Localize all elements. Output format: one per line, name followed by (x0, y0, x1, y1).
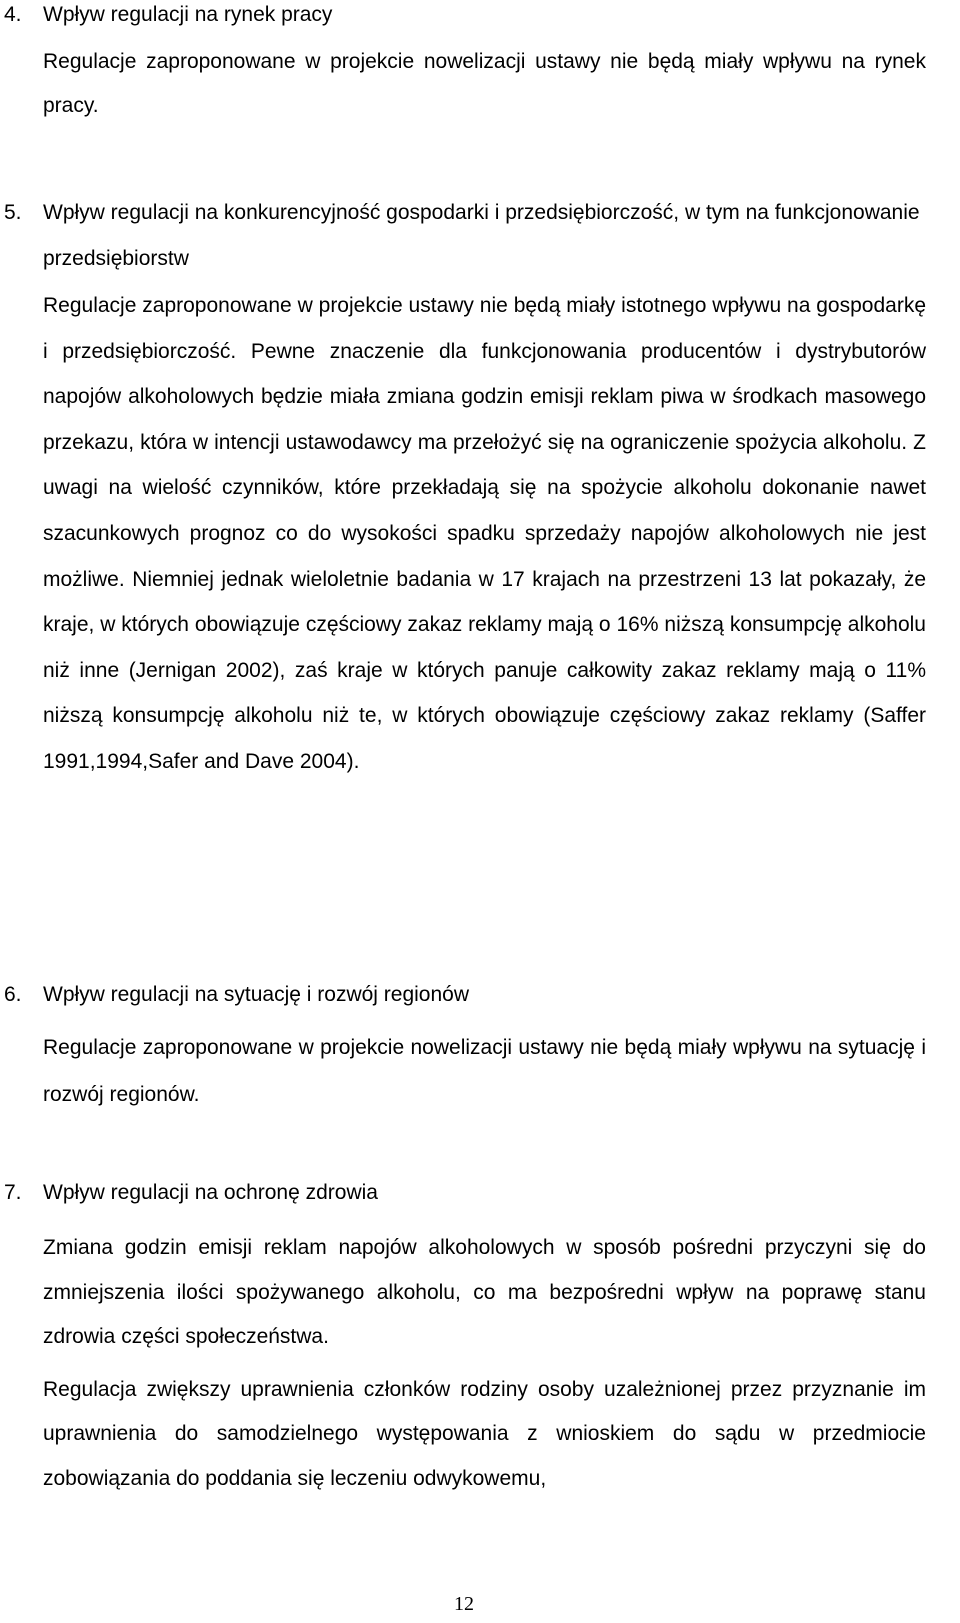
section-4-number: 4. (4, 3, 22, 26)
section-7-heading (0, 1178, 960, 1218)
section-5 (0, 190, 960, 785)
section-6-paragraph: Regulacje zaproponowane w projekcie nowelizacji ustawy nie będą miały wpływu na sytuację i rozwój regionów. (43, 1036, 926, 1106)
section-6 (0, 980, 960, 1118)
section-5-number: 5. (4, 201, 22, 224)
section-6-title: Wpływ regulacji na sytuację i rozwój regionów (43, 983, 470, 1006)
page-number: 12 (454, 1593, 474, 1615)
section-7-number: 7. (4, 1181, 22, 1204)
section-5-heading (0, 190, 960, 283)
section-5-title: Wpływ regulacji na konkurencyjność gospodarki i przedsiębiorczość, w tym na funkcjonowanie przedsiębiorstw (43, 201, 920, 270)
section-7 (0, 1178, 960, 1501)
section-7-paragraph-2: Regulacja zwiększy uprawnienia członków rodziny osoby uzależnionej przez przyznanie im uprawnienia do samodzielnego występowania z wnioskiem do sądu w przedmiocie zobowiązania do poddania się leczeniu odwykowemu, (43, 1377, 926, 1490)
section-6-number: 6. (4, 983, 22, 1006)
section-4-heading (0, 0, 960, 42)
section-7-paragraph-1: Zmiana godzin emisji reklam napojów alkoholowych w sposób pośredni przyczyni się do zmniejszenia ilości spożywanego alkoholu, co ma bezpośredni wpływ na poprawę stanu zdrowia części społeczeństwa. (43, 1236, 926, 1348)
section-4-title: Wpływ regulacji na rynek pracy (43, 3, 333, 26)
section-5-paragraph: Regulacje zaproponowane w projekcie ustawy nie będą miały istotnego wpływu na gospodarkę i przedsiębiorczość. Pewne znaczenie dla funkcjonowania producentów i dystrybutorów napojów alkoholowych będzie miała zmiana godzin emisji reklam piwa w środkach masowego przekazu, która w intencji ustawodawcy ma przełożyć się na ograniczenie spożycia alkoholu. Z uwagi na wielość czynników, które przekładają się na spożycie alkoholu dokonanie nawet szacunkowych prognoz co do wysokości spadku sprzedaży napojów alkoholowych nie jest możliwe. Niemniej jednak wieloletnie badania w 17 krajach na przestrzeni 13 lat pokazały, że kraje, w których obowiązuje częściowy zakaz reklamy mają o 16% niższą konsumpcję alkoholu niż inne (Jernigan 2002), zaś kraje w których panuje całkowity zakaz reklamy mają o 11% niższą konsumpcję alkoholu niż te, w których obowiązuje częściowy zakaz reklamy (Saffer 1991,1994,Safer and Dave 2004). (43, 294, 926, 773)
section-6-heading (0, 980, 960, 1020)
section-4-paragraph: Regulacje zaproponowane w projekcie nowelizacji ustawy nie będą miały wpływu na rynek pracy. (43, 50, 926, 117)
section-7-title: Wpływ regulacji na ochronę zdrowia (43, 1181, 378, 1204)
section-4 (0, 0, 960, 128)
